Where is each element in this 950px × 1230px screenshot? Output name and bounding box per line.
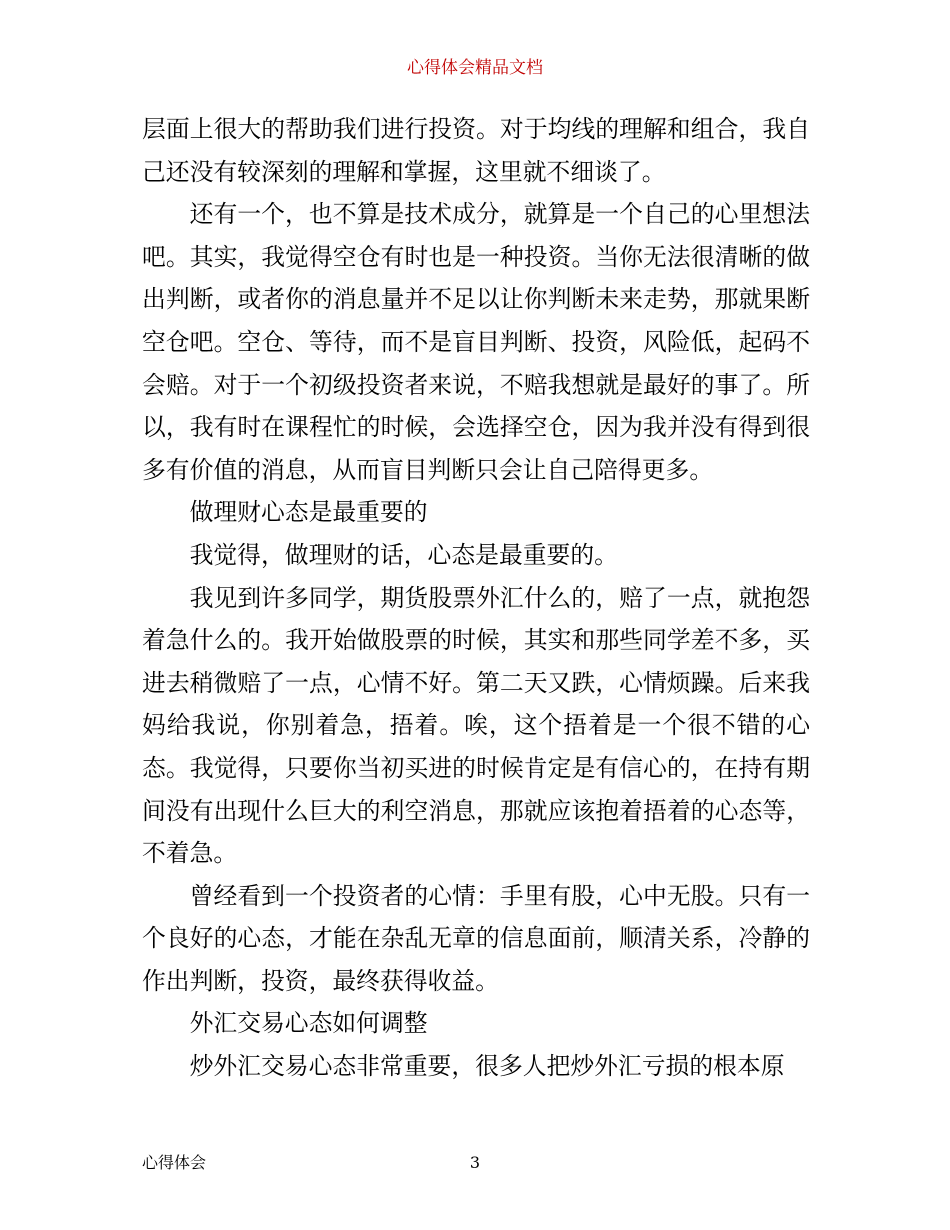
document-header: 心得体会精品文档 bbox=[407, 58, 543, 78]
section-heading: 外汇交易心态如何调整 bbox=[189, 1009, 428, 1038]
paragraph: 我觉得，做理财的话，心态是最重要的。 bbox=[189, 540, 618, 569]
section-heading: 做理财心态是最重要的 bbox=[189, 498, 428, 527]
paragraph: 曾经看到一个投资者的心情：手里有股，心中无股。只有一个良好的心态，才能在杂乱无章的信息面前，顺清关系，冷静的作出判断，投资，最终获得收益。 bbox=[142, 881, 810, 995]
document-footer-label: 心得体会 bbox=[142, 1153, 207, 1172]
page-number: 3 bbox=[469, 1153, 481, 1172]
paragraph: 还有一个，也不算是技术成分，就算是一个自己的心里想法吧。其实，我觉得空仓有时也是一种投资。当你无法很清晰的做出判断，或者你的消息量并不足以让你判断未来走势，那就果断空仓吧。空仓、等待，而不是盲目判断、投资，风险低，起码不会赔。对于一个初级投资者来说，不赔我想就是最好的事了。所以，我有时在课程忙的时候，会选择空仓，因为我并没有得到很多有价值的消息，从而盲目判断只会让自己陪得更多。 bbox=[142, 200, 810, 484]
paragraph: 炒外汇交易心态非常重要，很多人把炒外汇亏损的根本原 bbox=[189, 1052, 785, 1081]
document-body bbox=[142, 108, 810, 1088]
paragraph-continuation: 层面上很大的帮助我们进行投资。对于均线的理解和组合，我自己还没有较深刻的理解和掌握，这里就不细谈了。 bbox=[142, 115, 810, 186]
paragraph: 我见到许多同学，期货股票外汇什么的，赔了一点，就抱怨着急什么的。我开始做股票的时候，其实和那些同学差不多，买进去稍微赔了一点，心情不好。第二天又跌，心情烦躁。后来我妈给我说，你别着急，捂着。唉，这个捂着是一个很不错的心态。我觉得，只要你当初买进的时候肯定是有信心的，在持有期间没有出现什么巨大的利空消息，那就应该抱着捂着的心态等，不着急。 bbox=[142, 583, 810, 868]
